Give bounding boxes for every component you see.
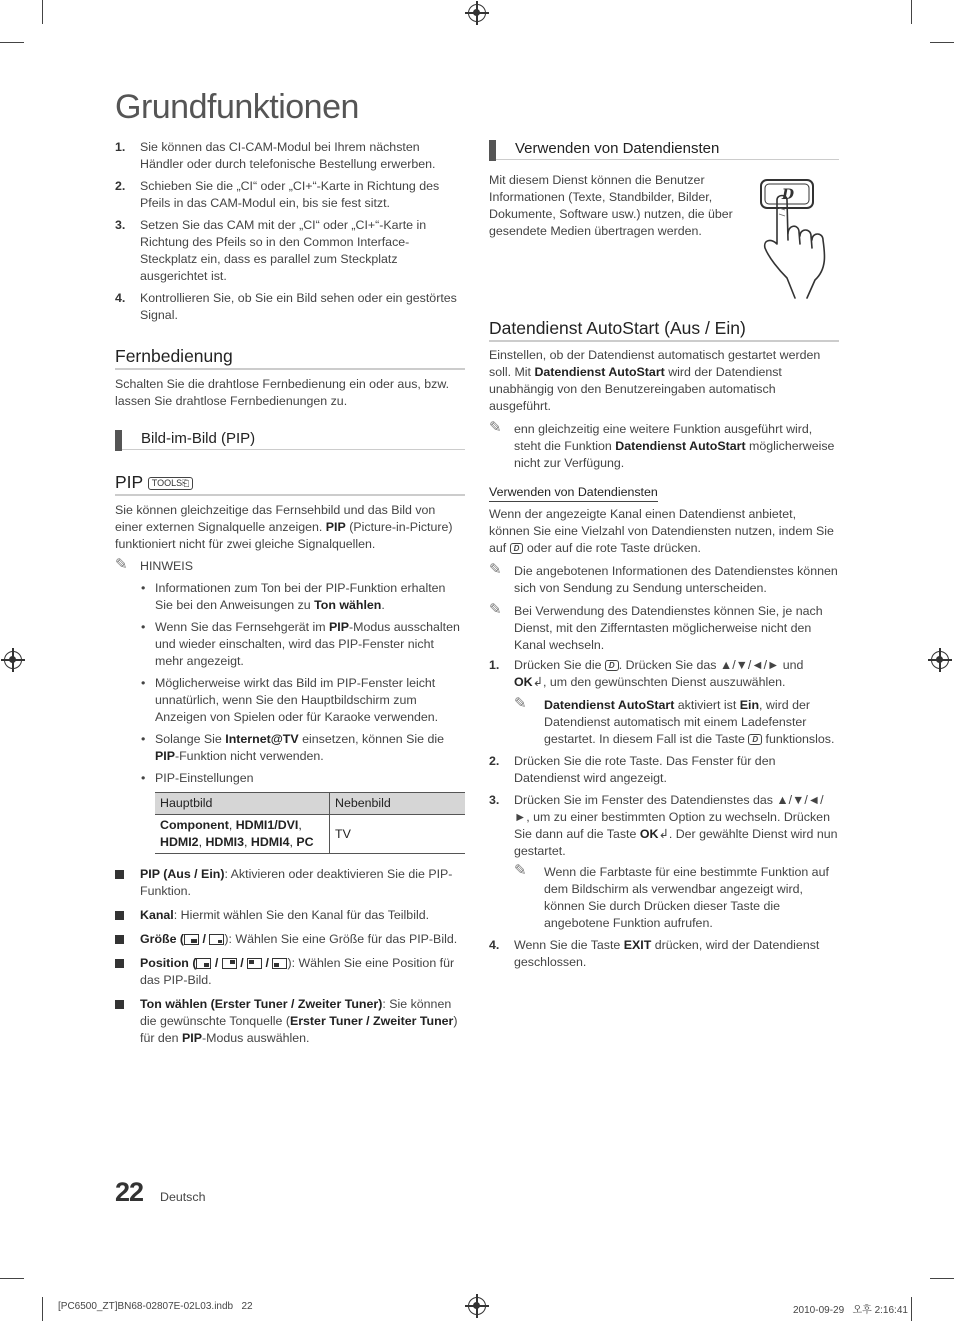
- note-pencil-icon: ✎: [489, 601, 502, 618]
- pip-description: Sie können gleichzeitige das Fernsehbild und das Bild von einer externen Signalquelle anzeigen. PIP (Picture-in-Picture) funktioniert nicht für zwei gleiche Signalquellen.: [115, 503, 453, 551]
- list-item: 3. Setzen Sie das CAM mit der „CI“ oder „CI+“-Karte in Richtung des Pfeils so in den Common Interface-Steckplatz ein, dass es parallel zum Steckplatz ausgerichtet ist.: [115, 218, 427, 283]
- option-item: Position ( / / / ): Wählen Sie eine Position für das PIP-Bild.: [115, 955, 465, 989]
- datendienst-section-heading: Verwenden von Datendiensten: [489, 140, 839, 160]
- hinweis-bullets: [140, 580, 465, 787]
- registration-mark-icon: [468, 1297, 486, 1315]
- fernbedienung-heading: Fernbedienung: [115, 348, 465, 370]
- note: ✎ Wenn die Farbtaste für eine bestimmte Funktion auf dem Bildschirm als verwendbar angezeigt wird, können Sie durch Drücken dieser Taste die angebotene Funktion aufrufen.: [514, 862, 829, 930]
- file-info: [PC6500_ZT]BN68-02807E-02L03.indb 22: [58, 1301, 253, 1312]
- pip-size-small-icon: [209, 934, 224, 945]
- option-item: Kanal: Hiermit wählen Sie den Kanal für das Teilbild.: [115, 907, 465, 924]
- option-item: Größe ( / ): Wählen Sie eine Größe für das PIP-Bild.: [115, 931, 465, 948]
- table-row: [155, 815, 465, 854]
- note-pencil-icon: ✎: [489, 419, 502, 436]
- enter-icon: ↲: [658, 827, 669, 841]
- autostart-note: ✎ enn gleichzeitig eine weitere Funktion ausgeführt wird, steht die Funktion Datendienst AutoStart möglicherweise nicht zur Verfügung.: [489, 419, 835, 470]
- note: ✎ Bei Verwendung des Datendienstes können Sie, je nach Dienst, mit den Zifferntasten möglicherweise nicht den Kanal wechseln.: [489, 601, 823, 652]
- pip-size-large-icon: [184, 934, 199, 945]
- list-item: • Wenn Sie das Fernsehgerät im PIP-Modus ausschalten und wieder einschalten, wird das PIP-Fenster nicht mehr angezeigt.: [140, 619, 465, 670]
- page-title: Grundfunktionen: [115, 88, 359, 126]
- option-item: Ton wählen (Erster Tuner / Zweiter Tuner): Sie können die gewünschte Tonquelle (Erster Tuner / Zweiter Tuner) für den PIP-Modus auswählen.: [115, 996, 465, 1047]
- note-pencil-icon: ✎: [514, 695, 527, 712]
- autostart-text: Einstellen, ob der Datendienst automatisch gestartet werden soll. Mit Datendienst AutoStart wird der Datendienst unabhängig von den Benutzereingaben automatisch ausgeführt.: [489, 348, 821, 413]
- hinweis-note: ✎ HINWEIS: [115, 556, 194, 573]
- language-label: Deutsch: [160, 1190, 206, 1204]
- table-cell: Component, HDMI1/DVI, HDMI2, HDMI3, HDMI4, PC: [155, 815, 330, 854]
- fernbedienung-text: Schalten Sie die drahtlose Fernbedienung ein oder aus, bzw. lassen Sie drahtlose Fernbedienungen zu.: [115, 377, 450, 408]
- list-item: 3. Drücken Sie im Fenster des Datendienstes das ▲/▼/◄/►, um zu einer bestimmten Option zu wechseln. Drücken Sie dann auf die Taste OK↲. Der gewählte Dienst wird nun gestartet. ✎ Wenn die Farbtaste für eine bestimmte Funktion auf dem Bildschirm als verwendbar angezeigt wird, können Sie durch Drücken dieser Taste die angebotene Funktion aufrufen.: [489, 793, 838, 930]
- list-item: • Informationen zum Ton bei der PIP-Funktion erhalten Sie bei den Anweisungen zu Ton wählen.: [140, 580, 465, 614]
- left-column: [115, 139, 465, 1054]
- pip-heading: PIP TOOLS⎗: [115, 474, 465, 496]
- sub-heading: Verwenden von Datendiensten: [489, 484, 839, 502]
- d-key-icon: D: [605, 660, 619, 671]
- svg-text:D: D: [781, 187, 795, 203]
- tools-key-icon: TOOLS⎗: [148, 477, 194, 490]
- note-pencil-icon: ✎: [489, 561, 502, 578]
- list-item: • PIP-Einstellungen: [140, 770, 465, 787]
- d-key-icon: D: [748, 734, 762, 745]
- note: ✎ Datendienst AutoStart aktiviert ist Ein, wird der Datendienst automatisch mit einem Ladefenster gestartet. In diesem Fall ist die Taste D funktionslos.: [514, 695, 835, 746]
- d-key-icon: D: [510, 543, 524, 554]
- table-header: Nebenbild: [330, 793, 466, 815]
- list-item: • Solange Sie Internet@TV einsetzen, können Sie die PIP-Funktion nicht verwenden.: [140, 731, 465, 765]
- registration-mark-icon: [468, 4, 486, 22]
- datendienst-intro: Mit diesem Dienst können die Benutzer Informationen (Texte, Standbilder, Bilder, Dokumente, Software usw.) nutzen, die über gesendete Medien übertragen werden.: [489, 173, 733, 238]
- pip-position-top-right-icon: [222, 958, 237, 969]
- registration-mark-icon: [931, 651, 949, 669]
- note-pencil-icon: ✎: [514, 862, 527, 879]
- pip-position-top-left-icon: [247, 958, 262, 969]
- table-cell: TV: [330, 815, 466, 854]
- note: ✎ Die angebotenen Informationen des Datendienstes können sich von Sendung zu Sendung unterscheiden.: [489, 561, 838, 595]
- option-item: PIP (Aus / Ein): Aktivieren oder deaktivieren Sie die PIP-Funktion.: [115, 866, 465, 900]
- note-pencil-icon: ✎: [115, 556, 128, 573]
- date-info: 2010-09-29 오후 2:16:41: [793, 1305, 908, 1316]
- pip-settings-table: [155, 792, 465, 854]
- list-item: 4. Kontrollieren Sie, ob Sie ein Bild sehen oder ein gestörtes Signal.: [115, 291, 457, 322]
- pip-section-heading: Bild-im-Bild (PIP): [115, 430, 465, 450]
- autostart-heading: Datendienst AutoStart (Aus / Ein): [489, 320, 839, 342]
- sub-text: Wenn der angezeigte Kanal einen Datendienst anbietet, können Sie eine Vielzahl von Datendiensten nutzen, indem Sie auf D oder auf die rote Taste drücken.: [489, 507, 834, 555]
- list-item: 1. Drücken Sie die D . Drücken Sie das ▲/▼/◄/► und OK↲, um den gewünschten Dienst auszuwählen. ✎ Datendienst AutoStart aktiviert ist Ein, wird der Datendienst automatisch mit einem Ladefenster gestartet. In diesem Fall ist die Taste D funktionslos.: [489, 657, 839, 748]
- pip-options: [115, 866, 465, 1047]
- list-item: 4. Wenn Sie die Taste EXIT drücken, wird der Datendienst geschlossen.: [489, 938, 820, 969]
- list-item: • Möglicherweise wirkt das Bild im PIP-Fenster leicht unnatürlich, wenn Sie den Hauptbildschirm zum Anzeigen von Spielen oder für Karaoke verwenden.: [140, 675, 465, 726]
- pip-position-bottom-left-icon: [272, 958, 287, 969]
- registration-mark-icon: [4, 651, 22, 669]
- page-number: 22: [115, 1177, 144, 1207]
- list-item: 2. Drücken Sie die rote Taste. Das Fenster für den Datendienst wird angezeigt.: [489, 754, 776, 785]
- table-header: Hauptbild: [155, 793, 330, 815]
- pip-position-bottom-right-icon: [196, 958, 211, 969]
- hand-pressing-d-key-icon: [755, 174, 841, 300]
- enter-icon: ↲: [532, 675, 543, 689]
- list-item: 1. Sie können das CI-CAM-Modul bei Ihrem nächsten Händler oder durch telefonische Bestellung erwerben.: [115, 140, 436, 171]
- list-item: 2. Schieben Sie die „CI“ oder „CI+“-Karte in Richtung des Pfeils in das CAM-Modul ein, bis sie fest sitzt.: [115, 179, 440, 210]
